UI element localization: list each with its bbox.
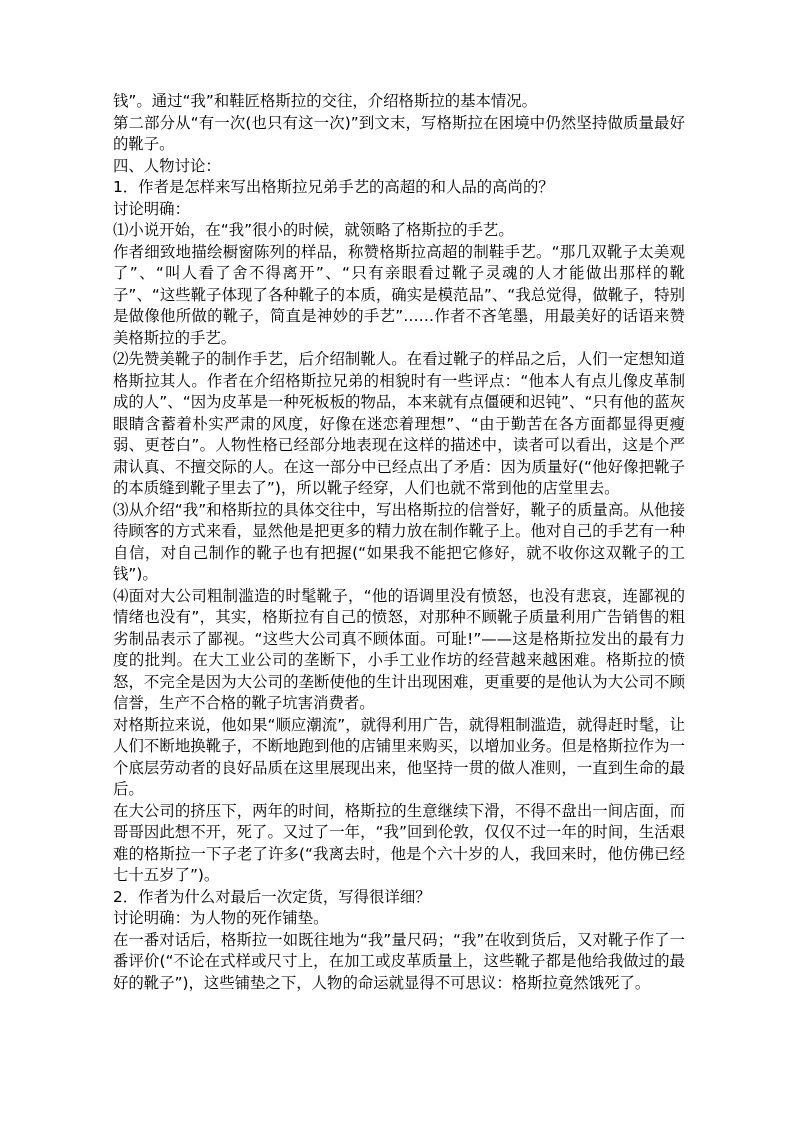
question-1: 1．作者是怎样来写出格斯拉兄弟手艺的高超的和人品的高尚的？	[113, 178, 554, 196]
section-heading: 四、人物讨论：	[113, 156, 221, 175]
point-4-decline: 在大公司的挤压下，两年的时间，格斯拉的生意继续下滑，不得不盘出一间店面，而哥哥因此想不开，死了。又过了一年，“我”回到伦敦，仅仅不过一年的时间，生活艰难的格斯拉一下子老了许多(“我离去时，他是个六十岁的人，我回来时，他仿佛已经七十五岁了”)。	[113, 801, 685, 884]
discussion-answer: 讨论明确：为人物的死作铺垫。	[113, 909, 329, 927]
point-2: ⑵先赞美靴子的制作手艺，后介绍制靴人。在看过靴子的样品之后，人们一定想知道格斯拉其人。作者在介绍格斯拉兄弟的相貌时有一些评点：“他本人有点儿像皮革制成的人”、“因为皮革是一种死板板的物品，本来就有点僵硬和迟钝”、“只有他的蓝灰眼睛含蓄着朴实严肃的风度，好像在迷恋着理想”、“由于勤苦在各方面都显得更瘦弱、更苍白”。人物性格已经部分地表现在这样的描述中，读者可以看出，这是个严肃认真、不擅交际的人。在这一部分中已经点出了矛盾：因为质量好(“他好像把靴子的本质缝到靴子里去了”)，所以靴子经穿，人们也就不常到他的店堂里去。	[113, 350, 685, 497]
document-body	[113, 91, 685, 994]
discussion-label: 讨论明确：	[113, 199, 190, 218]
question-2: 2．作者为什么对最后一次定货，写得很详细？	[113, 887, 431, 906]
paragraph-part-two: 第二部分从“有一次(也只有这一次)”到文末，写格斯拉在困境中仍然坚持做质量最好的靴子。	[113, 113, 685, 153]
point-4-continued: 对格斯拉来说，他如果“顺应潮流”，就得利用广告，就得粗制滥造，就得赶时髦，让人们不断地换靴子，不断地跑到他的店铺里来购买，以增加业务。但是格斯拉作为一个底层劳动者的良好品质在这里展现出来，他坚持一贯的做人准则，一直到生命的最后。	[113, 715, 685, 798]
point-1: ⑴小说开始，在“我”很小的时候，就领略了格斯拉的手艺。	[113, 221, 514, 239]
point-3: ⑶从介绍“我”和格斯拉的具体交往中，写出格斯拉的信誉好，靴子的质量高。从他接待顾客的方式来看，显然他是把更多的精力放在制作靴子上。他对自己的手艺有一种自信，对自己制作的靴子也有把握(“如果我不能把它修好，就不收你这双靴子的工钱”)。	[113, 500, 685, 583]
paragraph-intro-end: 钱”。通过“我”和鞋匠格斯拉的交往，介绍格斯拉的基本情况。	[113, 92, 538, 110]
point-1-detail: 作者细致地描绘橱窗陈列的样品，称赞格斯拉高超的制鞋手艺。“那几双靴子太美观了”、“叫人看了舍不得离开”、“只有亲眼看过靴子灵魂的人才能做出那样的靴子”、“这些靴子体现了各种靴子的本质，确实是模范品”、“我总觉得，做靴子，特别是做像他所做的靴子，简直是神妙的手艺”……作者不吝笔墨，用最美好的话语来赞美格斯拉的手艺。	[113, 242, 685, 347]
point-4: ⑷面对大公司粗制滥造的时髦靴子，“他的语调里没有愤怒，也没有悲哀，连鄙视的情绪也没有”，其实，格斯拉有自己的愤怒，对那种不顾靴子质量利用广告销售的粗劣制品表示了鄙视。“这些大公司真不顾体面。可耻!”——这是格斯拉发出的最有力度的批判。在大工业公司的垄断下，小手工业作坊的经营越来越困难。格斯拉的愤怒，不完全是因为大公司的垄断使他的生计出现困难，更重要的是他认为大公司不顾信誉，生产不合格的靴子坑害消费者。	[113, 586, 685, 712]
final-paragraph: 在一番对话后，格斯拉一如既往地为“我”量尺码；“我”在收到货后，又对靴子作了一番评价(“不论在式样或尺寸上，在加工或皮革质量上，这些靴子都是他给我做过的最好的靴子”)，这些铺垫之下，人物的命运就显得不可思议：格斯拉竟然饿死了。	[113, 930, 685, 992]
